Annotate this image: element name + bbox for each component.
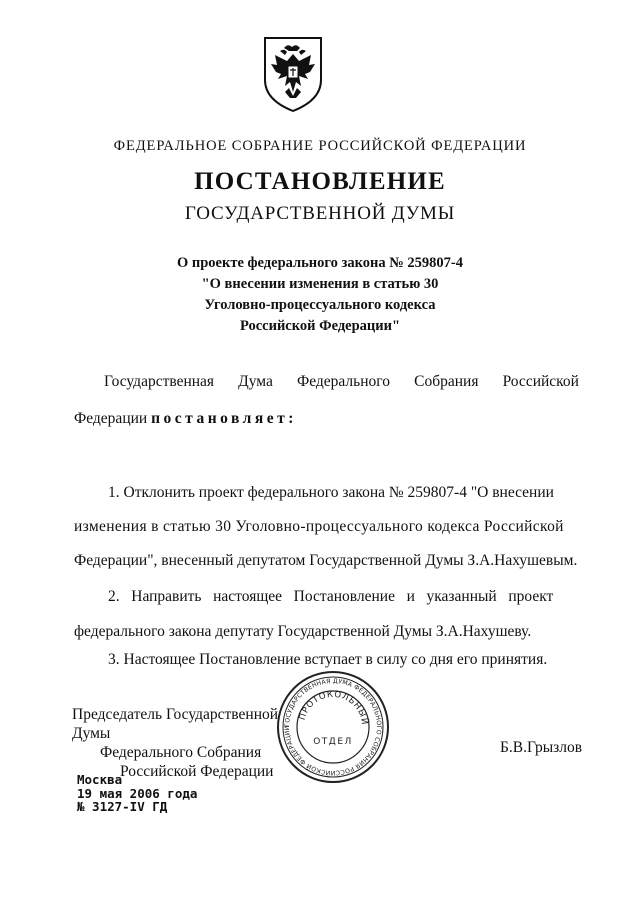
signer-name: Б.В.Грызлов	[500, 739, 583, 756]
svg-text:ПРОТОКОЛЬНЫЙ	[298, 690, 371, 726]
document-title: ПОСТАНОВЛЕНИЕ	[194, 168, 446, 195]
official-seal-icon	[274, 668, 392, 786]
item-line: Федерации", внесенный депутатом Государственной Думы З.А.Нахушевым.	[74, 552, 578, 569]
preamble-word: Российской	[502, 373, 579, 390]
organization-header: ФЕДЕРАЛЬНОЕ СОБРАНИЕ РОССИЙСКОЙ ФЕДЕРАЦИИ	[113, 138, 527, 154]
item-line: 3. Настоящее Постановление вступает в силу со дня его принятия.	[108, 651, 548, 668]
footer-number: № 3127-IV ГД	[77, 799, 168, 814]
position-line: Федерального Собрания	[100, 744, 262, 761]
subject-line: Уголовно-процессуального кодекса	[204, 297, 436, 313]
item-3	[74, 650, 579, 670]
position-line: Председатель Государственной Думы	[72, 706, 279, 742]
footer-date: 19 мая 2006 года	[77, 785, 198, 801]
preamble-word: Государственная	[104, 373, 215, 390]
item-line: 2. Направить настоящее Постановление и указанный проект	[108, 588, 554, 605]
preamble-word: Федерального	[296, 373, 391, 390]
preamble-line	[74, 372, 579, 392]
subject-line: О проекте федерального закона № 259807-4	[176, 255, 464, 271]
item-line: изменения в статью 30 Уголовно-процессуального кодекса Российской	[74, 518, 564, 535]
subject-line: "О внесении изменения в статью 30	[201, 276, 439, 292]
preamble-word: Федерации	[74, 410, 148, 427]
preamble-decision: постановляет:	[151, 410, 297, 427]
item-1	[74, 475, 579, 579]
item-line: федерального закона депутату Государственной Думы З.А.Нахушеву.	[74, 623, 532, 640]
footer-city: Москва	[77, 772, 123, 787]
seal-inner-bottom-text: ОТДЕЛ	[313, 737, 353, 747]
preamble-word: Собрания	[414, 373, 479, 390]
preamble	[74, 372, 579, 429]
position-line: Российской Федерации	[120, 763, 274, 780]
item-line: 1. Отклонить проект федерального закона № 259807-4 "О внесении	[108, 484, 554, 501]
subject-line: Российской Федерации"	[239, 318, 401, 334]
document-subtitle: ГОСУДАРСТВЕННОЙ ДУМЫ	[184, 203, 456, 224]
resolution-subject	[0, 253, 640, 337]
seal-inner-top-text: ПРОТОКОЛЬНЫЙ	[297, 689, 370, 726]
seal-outer-text: ГОСУДАРСТВЕННАЯ ДУМА ФЕДЕРАЛЬНОГО СОБРАНИЯ РОССИЙСКОЙ ФЕДЕРАЦИИ	[283, 677, 383, 777]
preamble-line	[74, 409, 579, 429]
coat-of-arms-icon	[261, 34, 325, 114]
preamble-word: Дума	[238, 373, 273, 390]
item-2	[74, 579, 579, 650]
document-footer	[77, 773, 197, 814]
